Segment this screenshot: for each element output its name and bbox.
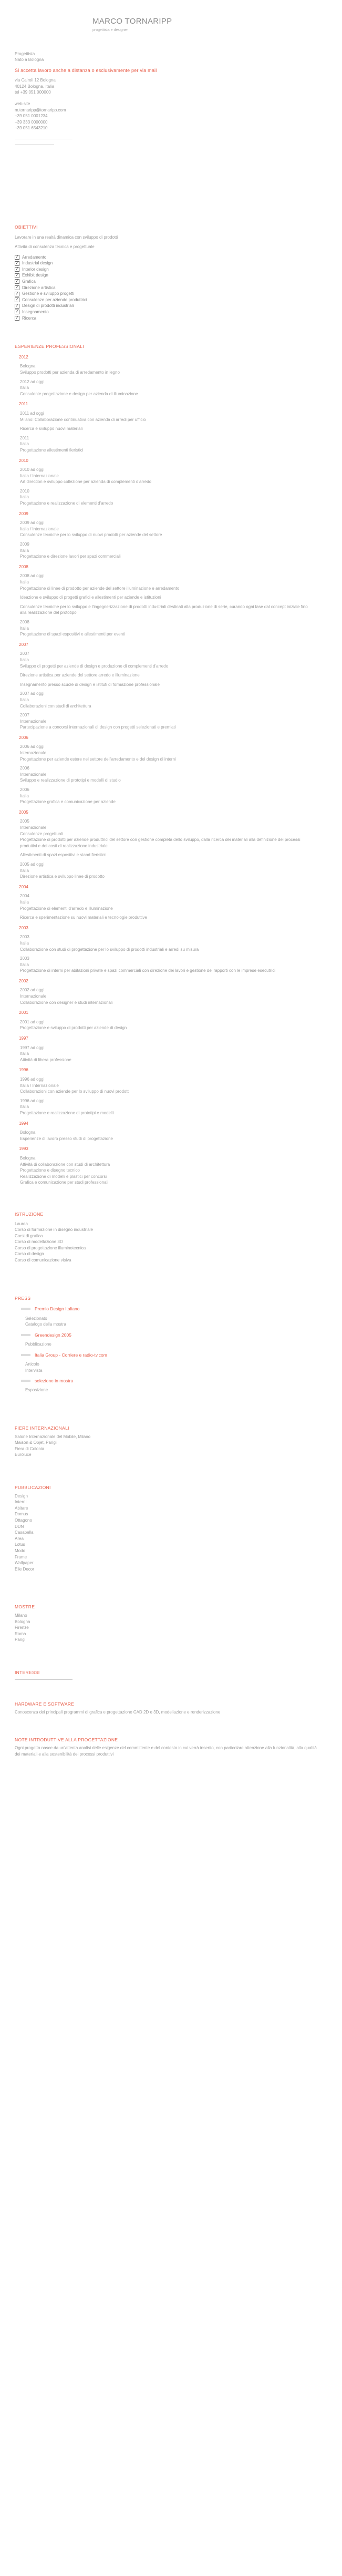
- experience-entry: [15, 573, 329, 591]
- publication-line: Wallpaper: [15, 1561, 34, 1566]
- experience-line: Italia / Internazionale: [20, 473, 59, 478]
- experience-line: Internazionale: [20, 825, 47, 830]
- experience-line: Progettazione grafica e comunicazione per aziende: [20, 799, 116, 805]
- check-item: [15, 285, 329, 291]
- experience-entry: [15, 541, 329, 560]
- section-title: INTERESSI: [15, 1669, 40, 1675]
- check-label: Direzione artistica: [22, 285, 56, 290]
- publication-line: Abitare: [15, 1505, 28, 1511]
- experience-line: Grafica e comunicazione per studi professionali: [20, 1180, 109, 1185]
- experience-line: Bologna: [20, 1130, 36, 1135]
- experience-line: Progettazione per aziende estere nel settore dell'arredamento e del design di interni: [20, 756, 176, 762]
- publication-line: Interni: [15, 1500, 27, 1505]
- section-interessi: [15, 1669, 329, 1680]
- experience-line: Italia: [20, 657, 29, 662]
- press-title-link[interactable]: Greendesign 2005: [35, 1332, 71, 1338]
- press-item: [15, 1352, 329, 1358]
- experience-year: 2010: [19, 458, 28, 463]
- section-title: ESPERIENZE PROFESSIONALI: [15, 344, 84, 350]
- check-label: Arredamento: [22, 254, 47, 260]
- experience-entry: [15, 691, 329, 709]
- experience-line: 2006: [20, 766, 29, 771]
- experience-entry: [15, 1098, 329, 1116]
- experience-line: 2003: [20, 935, 29, 940]
- experience-line: Italia / Internazionale: [20, 526, 59, 531]
- exhibition-line: Firenze: [15, 1625, 29, 1630]
- press-title-link[interactable]: Italia Group - Corriere e radio-tv.com: [35, 1352, 107, 1358]
- person-name: MARCO TORNARIPP: [92, 17, 172, 26]
- experience-line: Consulente progettazione e design per azienda di illuminazione: [20, 391, 138, 396]
- experience-year: 2005: [19, 809, 28, 815]
- check-label: Consulenze per aziende produttrici: [22, 297, 87, 302]
- check-label: Gestione e sviluppo progetti: [22, 291, 75, 296]
- experience-line: 2005: [20, 819, 29, 824]
- experience-line: Progettazione di interni per abitazioni private e spazi commerciali con direzione dei lavori e gestione dei rapporti con le imprese esecutrici: [20, 968, 276, 973]
- experience-year: 2004: [19, 884, 28, 889]
- experience-year: 1993: [19, 1146, 28, 1152]
- experience-entry: [15, 956, 329, 974]
- experience-line: Internazionale: [20, 719, 47, 724]
- experience-line: Ricerca e sperimentazione su nuovi materiali e tecnologie produttive: [20, 915, 147, 920]
- experience-entry: [15, 818, 329, 849]
- experience-year: 2011: [19, 402, 28, 407]
- experience-line: Art direction e sviluppo collezione per azienda di complementi d'arredo: [20, 479, 152, 485]
- experience-entry: [15, 619, 329, 638]
- press-line: Catalogo della mostra: [25, 1322, 66, 1327]
- experience-line: Realizzazione di modelli e plastici per concorsi: [20, 1174, 107, 1179]
- experience-line: 2006 ad oggi: [20, 744, 45, 750]
- checklist: [15, 254, 329, 322]
- publication-line: Casabella: [15, 1530, 34, 1535]
- experience-line: Bologna: [20, 364, 36, 369]
- publications-list: [15, 1493, 329, 1573]
- section-title: PRESS: [15, 1295, 31, 1301]
- publication-line: Area: [15, 1536, 24, 1541]
- checkbox-checked-icon: [15, 292, 19, 296]
- experience-line: 1996 ad oggi: [20, 1098, 45, 1103]
- contact-line: 40124 Bologna, Italia: [15, 84, 55, 89]
- experience-line: Italia: [20, 580, 29, 584]
- experience-entry: [15, 1045, 329, 1063]
- check-item: [15, 297, 329, 303]
- experience-entry: [15, 1019, 329, 1031]
- education-line: Corso di modellazione 3D: [15, 1239, 63, 1245]
- experience-line: Collaborazioni con studi di architettura: [20, 703, 91, 709]
- experience-line: Attività di libera professione: [20, 1057, 71, 1062]
- experience-line: 2003: [20, 956, 29, 961]
- section-hardware: [15, 1701, 329, 1716]
- exhibition-line: Roma: [15, 1631, 26, 1636]
- availability-notice: Si accetta lavoro anche a distanza o esclusivamente per via mail: [15, 68, 157, 74]
- note-text: Ogni progetto nasce da un'attenta analisi delle esigenze del committente e del contesto in cui verrà inserito, con particolare attenzione alla funzionalità, alla qualità dei materiali e alla sostenibilità dei processi produttivi: [15, 1746, 317, 1757]
- experience-entry: [15, 467, 329, 485]
- check-label: Interior design: [22, 266, 49, 272]
- experience-line: 2010: [20, 488, 29, 494]
- experience-entry: [15, 934, 329, 952]
- section-title: PUBBLICAZIONI: [15, 1485, 51, 1491]
- experience-line: Progettazione allestimenti fieristici: [20, 447, 84, 453]
- experience-year: 1994: [19, 1121, 28, 1126]
- experience-line: Sviluppo e realizzazione di prototipi e modelli di studio: [20, 778, 121, 783]
- contact-line: web site: [15, 101, 30, 106]
- exhibition-line: Bologna: [15, 1619, 30, 1624]
- contact-line: tel +39 051 000000: [15, 90, 51, 95]
- education-line: Corso di comunicazione visiva: [15, 1258, 71, 1263]
- education-list: [15, 1221, 329, 1264]
- experience-line: Sviluppo prodotti per azienda di arredamento in legno: [20, 370, 120, 375]
- experience-line: Allestimenti di spazi espositivi e stand fieristici: [20, 853, 106, 858]
- experience-line: Italia: [20, 625, 29, 631]
- experience-line: 2007 ad oggi: [20, 691, 45, 696]
- experience-entry: [15, 426, 329, 432]
- check-label: Grafica: [22, 279, 36, 284]
- experience-line: Italia: [20, 1104, 29, 1110]
- experience-line: 2007: [20, 713, 29, 718]
- publication-line: Modo: [15, 1548, 26, 1553]
- experience-line: Ricerca e sviluppo nuovi materiali: [20, 426, 83, 432]
- checkbox-checked-icon: [15, 273, 19, 278]
- experience-line: Italia: [20, 940, 29, 946]
- section-title: OBIETTIVI: [15, 224, 38, 230]
- checkbox-checked-icon: [15, 304, 19, 309]
- education-line: Corso di formazione in disegno industriale: [15, 1227, 93, 1233]
- experience-line: Collaborazioni con aziende per lo sviluppo di nuovi prodotti: [20, 1089, 130, 1094]
- experience-entry: [15, 987, 329, 1005]
- experience-line: Consulenze progettuali: [20, 831, 63, 836]
- experience-line: 2002 ad oggi: [20, 988, 45, 993]
- experience-line: Internazionale: [20, 994, 47, 999]
- section-title: NOTE INTRODUTTIVE ALLA PROGETTAZIONE: [15, 1737, 118, 1742]
- press-line: Intervista: [25, 1368, 43, 1373]
- experience-entry: [15, 893, 329, 911]
- section-note: [15, 1737, 329, 1758]
- publication-line: DDN: [15, 1524, 24, 1529]
- experience-year: 2012: [19, 354, 28, 360]
- experience-line: Italia: [20, 697, 29, 702]
- experience-entry: [15, 363, 329, 375]
- experience-line: Italia: [20, 442, 29, 447]
- experience-line: 2006: [20, 787, 29, 793]
- exhibition-line: Parigi: [15, 1637, 26, 1643]
- experience-entry: [15, 682, 329, 688]
- check-item: [15, 260, 329, 266]
- experience-line: Italia: [20, 1051, 29, 1056]
- experience-line: 1997 ad oggi: [20, 1045, 45, 1050]
- experience-year: 1996: [19, 1068, 28, 1073]
- check-label: Design di prodotti industriali: [22, 303, 74, 309]
- experience-entry: [15, 651, 329, 669]
- experience-line: 2009 ad oggi: [20, 520, 45, 526]
- experience-line: 2005 ad oggi: [20, 861, 45, 867]
- experience-entry: [15, 379, 329, 397]
- experience-line: Partecipazione a concorsi internazionali di design con progetti selezionati e premiati: [20, 725, 176, 730]
- fairs-list: [15, 1434, 329, 1458]
- checkbox-checked-icon: [15, 267, 19, 272]
- exhibitions-list: [15, 1613, 329, 1643]
- section-mostre: [15, 1604, 329, 1643]
- section-title: FIERE INTERNAZIONALI: [15, 1425, 69, 1431]
- check-item: [15, 315, 329, 322]
- checkbox-checked-icon: [15, 297, 19, 302]
- check-item: [15, 279, 329, 285]
- experience-line: Progettazione e disegno tecnico: [20, 1168, 80, 1173]
- experience-year: 2006: [19, 735, 28, 740]
- check-item: [15, 266, 329, 273]
- education-line: Corsi di grafica: [15, 1233, 43, 1238]
- experience-line: Consulenze tecniche per lo sviluppo di nuovi prodotti per aziende del settore: [20, 532, 162, 538]
- press-line: Selezionato: [25, 1316, 47, 1321]
- experience-year: 2002: [19, 978, 28, 983]
- check-item: [15, 309, 329, 315]
- experience-entry: [15, 915, 329, 921]
- experience-line: Italia: [20, 962, 29, 967]
- person-subtitle: progettista e designer: [92, 28, 128, 32]
- experience-entry: [15, 604, 329, 616]
- experience-line: Internazionale: [20, 772, 47, 777]
- fair-line: Fiera di Colonia: [15, 1446, 45, 1451]
- contact-line: via Cairoli 12 Bologna: [15, 78, 56, 83]
- check-label: Ricerca: [22, 315, 37, 321]
- intro-line: Progettista: [15, 51, 35, 56]
- fair-line: Euroluce: [15, 1452, 32, 1458]
- section-press: [15, 1295, 329, 1393]
- experience-line: Progettazione di elementi d'arredo e illuminazione: [20, 906, 113, 911]
- experience-line: Ideazione e sviluppo di progetti grafici e allestimenti per aziende e istituzioni: [20, 595, 161, 600]
- experience-line: Italia: [20, 899, 29, 905]
- experience-entry: [15, 435, 329, 454]
- experience-entry: [15, 1155, 329, 1186]
- experience-entry: [15, 520, 329, 538]
- check-item: [15, 291, 329, 297]
- experience-line: Italia: [20, 385, 29, 391]
- experience-entry: [15, 488, 329, 507]
- experience-line: 2011: [20, 435, 29, 440]
- experience-year: 2008: [19, 564, 28, 569]
- experience-line: Progettazione e realizzazione di prototipi e modelli: [20, 1110, 114, 1115]
- experience-line: 2009: [20, 542, 29, 547]
- section-title: ISTRUZIONE: [15, 1211, 44, 1217]
- checkbox-checked-icon: [15, 279, 19, 284]
- experience-line: Progettazione di prodotti per aziende produttrici del settore con gestione completa dello sviluppo, dalla ricerca dei materiali alla definizione dei processi produttivi e dei costi di realizzazione industriale: [20, 837, 300, 848]
- experience-entry: [15, 744, 329, 762]
- experience-entry: [15, 672, 329, 679]
- publication-line: Ottagono: [15, 1518, 32, 1523]
- experience-line: Direzione artistica per aziende del settore arredo e illuminazione: [20, 673, 140, 678]
- experience-year: 2003: [19, 925, 28, 930]
- experience-line: 2004: [20, 894, 29, 899]
- experience-line: Esperienze di lavoro presso studi di progettazione: [20, 1136, 113, 1141]
- objective-line: Attività di consulenza tecnica e progettuale: [15, 244, 95, 250]
- press-bullet-icon: [21, 1354, 30, 1356]
- experience-entry: [15, 410, 329, 423]
- experience-line: Collaborazione con designer e studi internazionali: [20, 1000, 113, 1005]
- section-istruzione: [15, 1211, 329, 1264]
- experience-year: 2007: [19, 642, 28, 647]
- section-title: MOSTRE: [15, 1604, 35, 1610]
- section-obiettivi: [15, 224, 329, 321]
- press-line: Articolo: [25, 1361, 39, 1367]
- exhibition-line: Milano: [15, 1613, 27, 1618]
- education-line: Corso di progettazione illuminotecnica: [15, 1245, 86, 1250]
- press-item: [15, 1332, 329, 1338]
- education-line: Laurea: [15, 1221, 28, 1226]
- experience-year: 2001: [19, 1010, 28, 1015]
- experience-line: Progettazione e realizzazione di elementi d'arredo: [20, 501, 113, 506]
- experience-line: Bologna: [20, 1155, 36, 1161]
- experience-entry: [15, 765, 329, 784]
- experience-line: Progettazione e sviluppo di prodotti per aziende di design: [20, 1025, 127, 1031]
- experience-entry: [15, 787, 329, 805]
- press-bullet-icon: [21, 1380, 30, 1382]
- intro-line: Nato a Bologna: [15, 57, 44, 63]
- check-item: [15, 303, 329, 309]
- experience-line: Italia: [20, 495, 29, 500]
- experience-entry: [15, 861, 329, 880]
- press-list: [15, 1306, 329, 1393]
- experience-entry: [15, 712, 329, 731]
- contact-line: +39 051 6543210: [15, 126, 48, 131]
- press-item: [15, 1378, 329, 1384]
- contact-line: +39 051 0001234: [15, 114, 48, 119]
- experience-line: 2001 ad oggi: [20, 1019, 45, 1024]
- experience-line: 2012 ad oggi: [20, 379, 45, 384]
- press-line: Esposizione: [25, 1388, 48, 1393]
- experience-year: 2009: [19, 511, 28, 516]
- press-line: Pubblicazione: [25, 1342, 51, 1347]
- hardware-text: Conoscenza dei principali programmi di grafica e progettazione CAD 2D e 3D, modellazione e renderizzazione: [15, 1710, 221, 1715]
- header: [15, 0, 329, 33]
- contact-line: +39 333 0000000: [15, 119, 48, 125]
- experience-line: Insegnamento presso scuole di design e istituti di formazione professionale: [20, 682, 160, 687]
- checkbox-checked-icon: [15, 255, 19, 260]
- fair-line: Maison & Objet, Parigi: [15, 1440, 57, 1445]
- press-item: [15, 1306, 329, 1312]
- experience-line: Collaborazione con studi di progettazione per lo sviluppo di prodotti industriali e arredi su misura: [20, 947, 199, 952]
- publication-line: Domus: [15, 1512, 28, 1517]
- experience-line: 1996 ad oggi: [20, 1077, 45, 1082]
- experience-line: Progettazione di linee di prodotto per aziende del settore illuminazione e arredamento: [20, 586, 180, 591]
- press-details: [15, 1361, 329, 1373]
- section-esperienze: [15, 343, 329, 1186]
- experience-line: Progettazione e direzione lavori per spazi commerciali: [20, 554, 121, 559]
- press-details: [15, 1387, 329, 1393]
- experience-line: Italia: [20, 793, 29, 798]
- experience-line: Progettazione di spazi espositivi e allestimenti per eventi: [20, 632, 126, 637]
- objective-line: Lavorare in una realtà dinamica con sviluppo di prodotti: [15, 235, 118, 240]
- check-label: Exhibit design: [22, 273, 48, 278]
- experience-line: Internazionale: [20, 751, 47, 756]
- press-bullet-icon: [21, 1334, 30, 1336]
- check-label: Industrial design: [22, 261, 53, 266]
- check-item: [15, 272, 329, 279]
- email-link[interactable]: m.tornaripp@tornaripp.com: [15, 107, 66, 112]
- education-line: Corso di design: [15, 1251, 44, 1257]
- press-details: [15, 1341, 329, 1348]
- intro: [15, 51, 329, 145]
- checkbox-checked-icon: [15, 261, 19, 266]
- publication-line: Design: [15, 1493, 28, 1499]
- check-item: [15, 254, 329, 261]
- experience-line: Italia: [20, 868, 29, 873]
- experience-line: 2008 ad oggi: [20, 573, 45, 579]
- checkbox-checked-icon: [15, 316, 19, 321]
- experience-year: 1997: [19, 1036, 28, 1041]
- press-bullet-icon: [21, 1308, 30, 1310]
- experience-line: 2008: [20, 619, 29, 624]
- check-label: Insegnamento: [22, 310, 49, 314]
- section-fiere: [15, 1425, 329, 1458]
- experience-list: [15, 354, 329, 1186]
- publication-line: Frame: [15, 1554, 27, 1559]
- experience-line: Milano: Collaborazione continuativa con azienda di arredi per ufficio: [20, 417, 146, 422]
- experience-line: Attività di collaborazione con studi di architettura: [20, 1162, 110, 1167]
- experience-line: 2011 ad oggi: [20, 410, 44, 416]
- press-title-link[interactable]: selezione in mostra: [35, 1378, 74, 1384]
- divider: [15, 1679, 72, 1680]
- publication-line: Elle Decor: [15, 1566, 34, 1572]
- experience-entry: [15, 1130, 329, 1142]
- experience-line: Consulenze tecniche per lo sviluppo e l'ingegnerizzazione di prodotti industriali destinati alla produzione di serie, curando ogni fase dal concept iniziale fino alla realizzazione del prototipo: [20, 604, 308, 615]
- section-pubblicazioni: [15, 1484, 329, 1572]
- experience-entry: [15, 1076, 329, 1095]
- experience-line: 2007: [20, 651, 29, 656]
- experience-line: Sviluppo di progetti per aziende di design e produzione di complementi d'arredo: [20, 663, 169, 669]
- experience-line: Italia: [20, 548, 29, 553]
- experience-line: Italia / Internazionale: [20, 1083, 59, 1088]
- fair-line: Salone Internazionale del Mobile, Milano: [15, 1434, 91, 1439]
- experience-entry: [15, 594, 329, 601]
- experience-line: 2010 ad oggi: [20, 467, 45, 473]
- press-title-link[interactable]: Premio Design Italiano: [35, 1306, 80, 1312]
- section-title: HARDWARE E SOFTWARE: [15, 1701, 75, 1707]
- press-details: [15, 1316, 329, 1328]
- experience-line: Direzione artistica e sviluppo linee di prodotto: [20, 874, 105, 879]
- checkbox-checked-icon: [15, 285, 19, 290]
- checkbox-checked-icon: [15, 310, 19, 314]
- publication-line: Lotus: [15, 1542, 25, 1547]
- experience-entry: [15, 852, 329, 858]
